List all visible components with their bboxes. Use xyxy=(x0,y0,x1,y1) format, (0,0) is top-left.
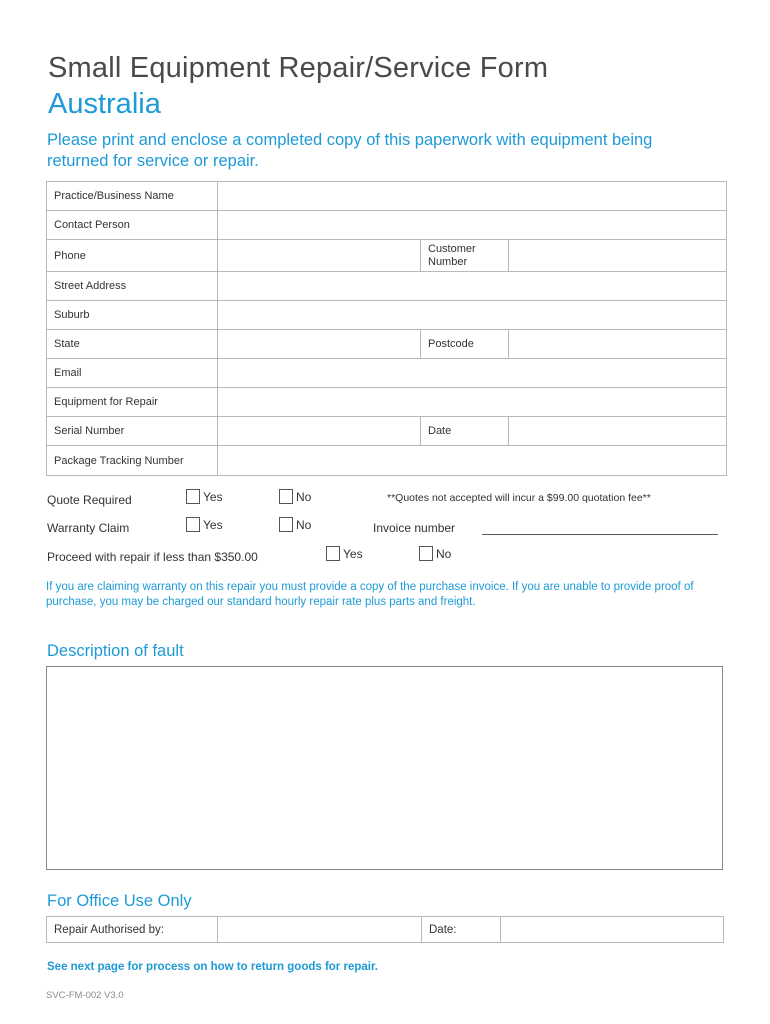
phone-field[interactable] xyxy=(218,240,421,272)
proceed-yes-label: Yes xyxy=(343,546,363,561)
business-name-label: Practice/Business Name xyxy=(47,182,218,211)
office-heading: For Office Use Only xyxy=(47,892,192,910)
warranty-yes-checkbox[interactable] xyxy=(186,517,223,532)
office-date-label: Date: xyxy=(422,917,501,943)
warranty-claim-label: Warranty Claim xyxy=(47,521,130,535)
business-name-field[interactable] xyxy=(218,182,727,211)
warranty-notice: If you are claiming warranty on this repair you must provide a copy of the purchase invoice. If you are unable to provide proof of purchase, you may be charged our standard hourly repair rate plus parts and freight. xyxy=(46,581,694,608)
invoice-number-field[interactable] xyxy=(482,534,718,535)
checkbox-icon xyxy=(186,517,200,532)
customer-number-field[interactable] xyxy=(509,240,727,272)
form-region: Australia xyxy=(48,88,161,120)
street-address-label: Street Address xyxy=(47,272,218,301)
quote-yes-checkbox[interactable] xyxy=(186,489,223,504)
postcode-field[interactable] xyxy=(509,330,727,359)
street-address-field[interactable] xyxy=(218,272,727,301)
warranty-yes-label: Yes xyxy=(203,517,223,532)
contact-person-label: Contact Person xyxy=(47,211,218,240)
office-use-table xyxy=(46,916,724,943)
postcode-label: Postcode xyxy=(421,330,509,359)
contact-person-field[interactable] xyxy=(218,211,727,240)
serial-number-field[interactable] xyxy=(218,417,421,446)
state-field[interactable] xyxy=(218,330,421,359)
office-date-field[interactable] xyxy=(501,917,724,943)
quote-fee-note: **Quotes not accepted will incur a $99.00 quotation fee** xyxy=(387,492,651,504)
checkbox-icon xyxy=(419,546,433,561)
phone-label: Phone xyxy=(47,240,218,272)
fault-heading: Description of fault xyxy=(47,642,184,660)
tracking-number-field[interactable] xyxy=(218,446,727,476)
warranty-no-checkbox[interactable] xyxy=(279,517,311,532)
invoice-number-label: Invoice number xyxy=(373,521,456,535)
date-field[interactable] xyxy=(509,417,727,446)
next-page-note: See next page for process on how to return goods for repair. xyxy=(47,961,379,973)
form-code: SVC-FM-002 V3.0 xyxy=(46,990,124,1001)
suburb-field[interactable] xyxy=(218,301,727,330)
proceed-no-checkbox[interactable] xyxy=(419,546,451,561)
equipment-label: Equipment for Repair xyxy=(47,388,218,417)
proceed-no-label: No xyxy=(436,546,452,561)
fault-description-field[interactable] xyxy=(46,666,723,870)
suburb-label: Suburb xyxy=(47,301,218,330)
tracking-number-label: Package Tracking Number xyxy=(47,446,218,476)
serial-number-label: Serial Number xyxy=(47,417,218,446)
quote-no-label: No xyxy=(296,489,312,504)
date-label: Date xyxy=(421,417,509,446)
proceed-yes-checkbox[interactable] xyxy=(326,546,363,561)
email-label: Email xyxy=(47,359,218,388)
customer-info-table xyxy=(46,181,727,476)
quote-yes-label: Yes xyxy=(203,489,223,504)
warranty-no-label: No xyxy=(296,517,312,532)
checkbox-icon xyxy=(279,489,293,504)
checkbox-icon xyxy=(326,546,340,561)
proceed-label: Proceed with repair if less than $350.00 xyxy=(47,550,258,564)
quote-no-checkbox[interactable] xyxy=(279,489,311,504)
checkbox-icon xyxy=(186,489,200,504)
state-label: State xyxy=(47,330,218,359)
equipment-field[interactable] xyxy=(218,388,727,417)
quote-required-label: Quote Required xyxy=(47,493,132,507)
form-title: Small Equipment Repair/Service Form xyxy=(48,52,549,84)
authorised-by-label: Repair Authorised by: xyxy=(47,917,218,943)
email-field[interactable] xyxy=(218,359,727,388)
intro-text: Please print and enclose a completed copy of this paperwork with equipment being returned for service or repair. xyxy=(47,131,653,170)
customer-number-label: Customer Number xyxy=(421,240,509,272)
authorised-by-field[interactable] xyxy=(218,917,422,943)
checkbox-icon xyxy=(279,517,293,532)
